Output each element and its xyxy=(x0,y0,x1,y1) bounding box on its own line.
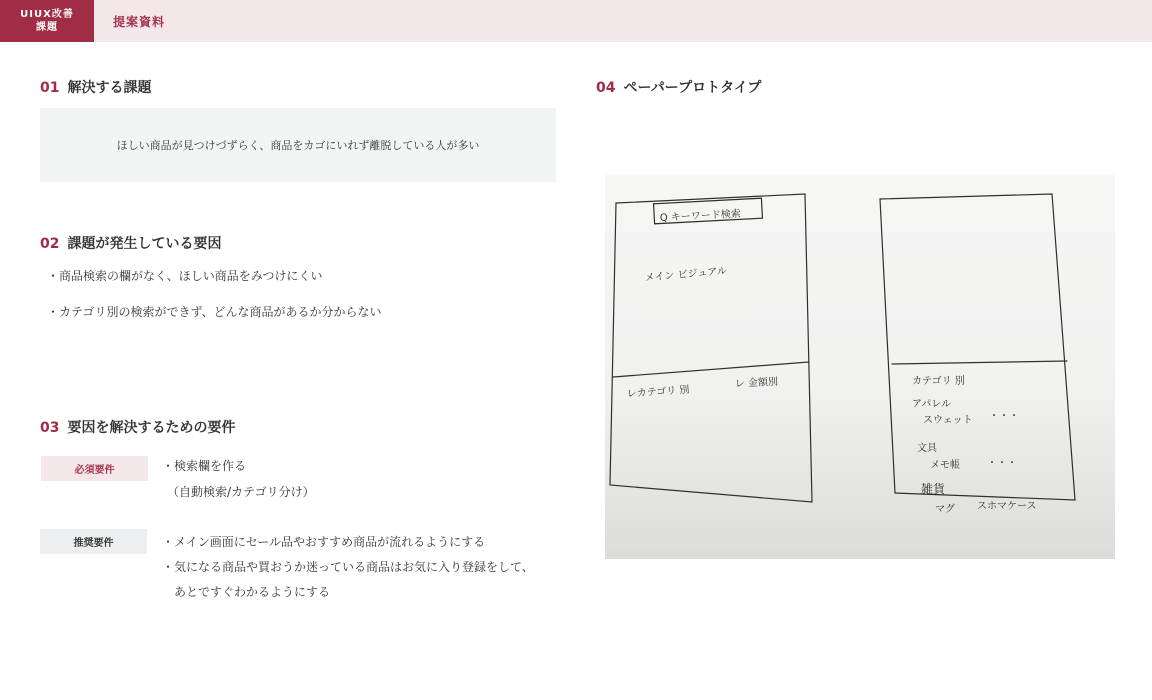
cause-bullet-1: ・商品検索の欄がなく、ほしい商品をみつけにくい xyxy=(47,269,323,283)
sketch-category-2: カテゴリ 別 xyxy=(912,376,965,387)
sketch-price: レ 金額別 xyxy=(734,376,779,390)
section-02-heading: 課題が発生している要因 xyxy=(67,236,222,252)
sketch-mug: マグ xyxy=(935,504,955,515)
section-03-title xyxy=(40,417,235,437)
recommended-tag: 推奨要件 xyxy=(40,529,147,554)
sketch-dots-2: ・・・ xyxy=(987,458,1017,469)
header-badge-line2: 課題 xyxy=(36,22,58,33)
problem-text: ほしい商品が見つけづずらく、商品をカゴにいれず離脱している人が多い xyxy=(116,139,480,152)
section-02-number: 02 xyxy=(40,236,60,252)
section-03-number: 03 xyxy=(40,420,60,436)
required-line-2: （自動検索/カテゴリ分け） xyxy=(167,485,315,499)
sketch-search: Q キーワード検索 xyxy=(659,208,742,224)
sketch-goods: 雑貨 xyxy=(921,482,946,496)
sketch-stationery: 文具 xyxy=(917,443,937,454)
sketch-dots-1: ・・・ xyxy=(989,411,1019,422)
section-01-heading: 解決する課題 xyxy=(67,80,152,96)
paper-prototype-sketch xyxy=(605,175,1115,559)
recommended-line-1: ・メイン画面にセール品やおすすめ商品が流れるようにする xyxy=(162,535,486,549)
recommended-line-2: ・気になる商品や買おうか迷っている商品はお気に入り登録をして、 xyxy=(162,560,534,574)
sketch-category: レカテゴリ 別 xyxy=(626,384,690,400)
section-04-heading: ペーパープロトタイプ xyxy=(623,80,762,96)
section-01-title xyxy=(40,77,151,97)
recommended-line-3: あとですぐわかるようにする xyxy=(162,585,331,599)
sketch-main-visual: メイン ビジュアル xyxy=(644,265,728,284)
section-01-number: 01 xyxy=(40,80,60,96)
problem-box xyxy=(40,108,556,182)
header-title: 提案資料 xyxy=(113,15,166,29)
required-line-1: ・検索欄を作る xyxy=(162,459,247,473)
header-badge xyxy=(0,0,94,42)
section-03-heading: 要因を解決するための要件 xyxy=(67,420,236,436)
sketch-memo: メモ帳 xyxy=(930,460,960,471)
required-tag: 必須要件 xyxy=(41,456,148,481)
sketch-sweat: スウェット xyxy=(923,415,973,426)
header-badge-line1: UIUX改善 xyxy=(20,9,74,20)
sketch-phonecase: スホマケース xyxy=(977,501,1037,512)
paper-prototype-photo xyxy=(605,175,1115,559)
section-04-number: 04 xyxy=(596,80,616,96)
section-04-title xyxy=(596,77,761,97)
sketch-apparel: アパレル xyxy=(912,399,951,410)
header-bar xyxy=(0,0,1152,42)
section-02-title xyxy=(40,233,221,253)
cause-bullet-2: ・カテゴリ別の検索ができず、どんな商品があるか分からない xyxy=(47,305,382,319)
